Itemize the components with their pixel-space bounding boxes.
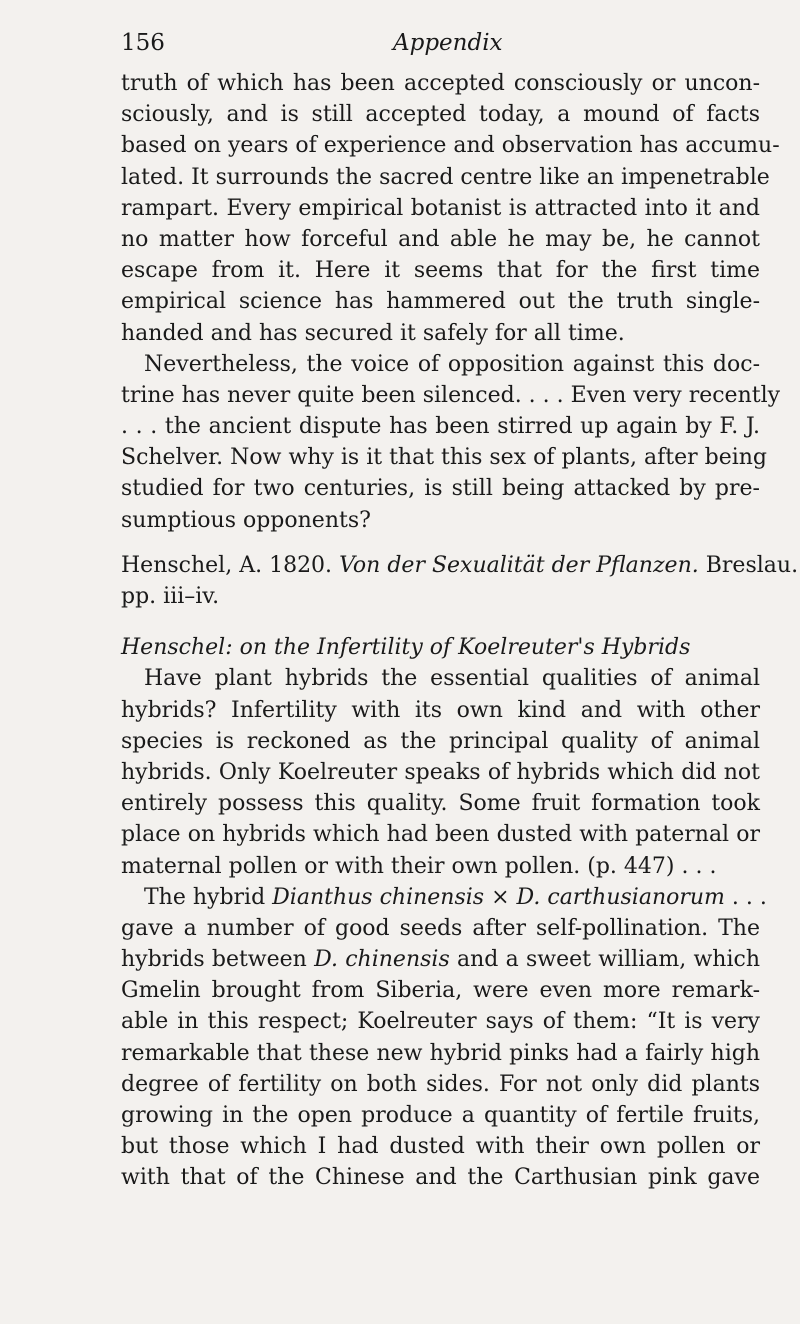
text-line: entirely possess this quality. Some fruit formation took xyxy=(121,791,760,817)
text-line: able in this respect; Koelreuter says of them: “It is very xyxy=(121,1009,760,1035)
text-line: degree of fertility on both sides. For not only did plants xyxy=(121,1071,760,1097)
page-header xyxy=(121,30,760,68)
text-line: studied for two centuries, is still being attacked by pre- xyxy=(121,476,760,502)
citation-author: Henschel, A. 1820. xyxy=(121,552,333,578)
text-line: gave a number of good seeds after self-pollination. The xyxy=(121,915,760,941)
text-line: truth of which has been accepted consciously or uncon- xyxy=(121,71,760,96)
text-line: remarkable that these new hybrid pinks had a fairly high xyxy=(121,1040,760,1066)
text-line: with that of the Chinese and the Carthusian pink gave xyxy=(121,1165,760,1191)
text-line: rampart. Every empirical botanist is attracted into it and xyxy=(121,195,760,221)
text-line: sumptious opponents? xyxy=(121,507,371,533)
paragraph-1 xyxy=(121,68,780,349)
text-line: Nevertheless, the voice of opposition against this doc- xyxy=(144,351,760,377)
text-line: escape from it. Here it seems that for the first time xyxy=(121,258,760,284)
text-line: trine has never quite been silenced. . . . Even very recently xyxy=(121,382,781,408)
cross-symbol: × xyxy=(491,884,510,910)
citation-line xyxy=(121,550,799,581)
text-line: hybrids? Infertility with its own kind and with other xyxy=(121,697,760,723)
text-line: hybrids. Only Koelreuter speaks of hybrids which did not xyxy=(121,759,760,785)
text-line: Schelver. Now why is it that this sex of plants, after being xyxy=(121,445,768,471)
text-line: sciously, and is still accepted today, a mound of facts xyxy=(121,102,760,128)
text-line: place on hybrids which had been dusted with paternal or xyxy=(121,822,760,848)
text-line: species is reckoned as the principal quality of animal xyxy=(121,728,760,754)
text-line: The hybrid Dianthus chinensis × D. carthusianorum . . . xyxy=(144,884,767,910)
body-text xyxy=(121,68,799,1194)
paragraph-4 xyxy=(121,882,767,1194)
citation-title: Von der Sexualität der Pflanzen. xyxy=(339,552,699,578)
text-line: growing in the open produce a quantity of fertile fruits, xyxy=(121,1103,760,1128)
text-line: no matter how forceful and able he may be, he cannot xyxy=(121,226,760,252)
text-line: Have plant hybrids the essential qualities of animal xyxy=(144,666,760,692)
species-name: Dianthus chinensis xyxy=(272,884,485,910)
text-line: lated. It surrounds the sacred centre like an impenetrable xyxy=(121,164,770,190)
text-line: Gmelin brought from Siberia, were even more remark- xyxy=(121,978,760,1004)
text-line: but those which I had dusted with their own pollen or xyxy=(121,1134,760,1160)
citation xyxy=(121,550,799,612)
citation-pages: pp. iii–iv. xyxy=(121,584,220,609)
text-line: maternal pollen or with their own pollen. (p. 447) . . . xyxy=(121,853,717,879)
text-line: empirical science has hammered out the truth single- xyxy=(121,289,760,315)
section-heading: Henschel: on the Infertility of Koelreuter's Hybrids xyxy=(121,635,691,661)
text-line: . . . the ancient dispute has been stirred up again by F. J. xyxy=(121,414,760,440)
species-name: D. carthusianorum xyxy=(516,884,725,910)
running-head: Appendix xyxy=(393,30,503,56)
paragraph-2 xyxy=(121,349,781,536)
text-line: hybrids between D. chinensis and a sweet william, which xyxy=(121,947,760,973)
species-name: D. chinensis xyxy=(314,947,450,973)
paragraph-3 xyxy=(121,663,760,881)
text-line: based on years of experience and observation has accumu- xyxy=(121,133,780,159)
citation-place: Breslau. xyxy=(705,552,799,578)
text-line: handed and has secured it safely for all time. xyxy=(121,320,625,346)
page-number: 156 xyxy=(121,30,165,56)
